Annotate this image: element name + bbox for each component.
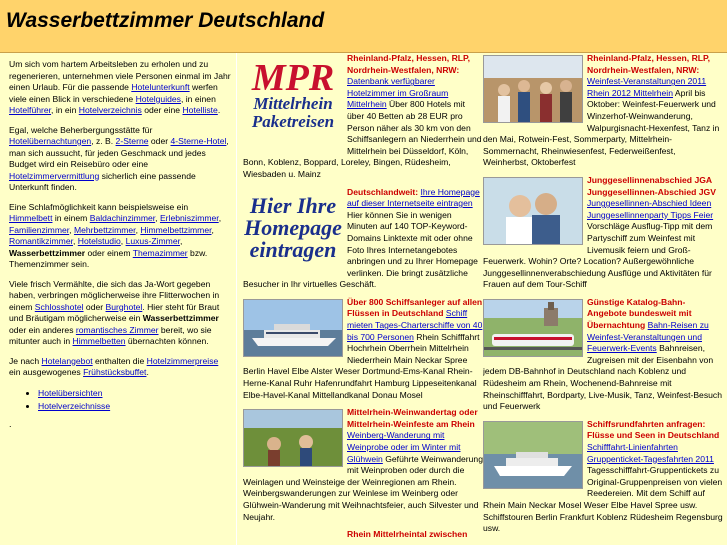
ad-block-schiffsrundfahrten: Schiffsrundfahrten anfragen: Flüsse und Seen in Deutschland Schifffahrt-Linienfahrten Gruppenticket-Tagesfahrten 2011 Tagesschifffahrt-Gruppentickets zu Original-Gruppenpreisen von vielen Reedereien. Mit dem Schiff auf Rhein Main Neckar Mosel Weser Elbe Havel Spree usw. Schiffstouren Berlin Frankfurt Koblenz Rüdesheim Regensburg usw. xyxy=(483,418,723,534)
link-baldachinzimmer[interactable]: Baldachinzimmer xyxy=(89,213,156,223)
page-title: Wasserbettzimmer Deutschland xyxy=(6,9,325,32)
wine-hiking-photo-image xyxy=(244,410,342,466)
link-burghotel[interactable]: Burghotel xyxy=(105,301,143,312)
link-homepage-eintragen[interactable]: Ihre Homepage auf dieser Internetseite eintragen xyxy=(347,186,480,209)
link-4-sterne-hotel[interactable]: 4-Sterne-Hotel xyxy=(170,136,227,146)
train-castle-photo-image xyxy=(484,300,582,356)
link-erlebniszimmer[interactable]: Erlebniszimmer xyxy=(159,213,219,223)
link-hotelliste[interactable]: Hotelliste xyxy=(182,105,218,115)
link-weinberg-wanderung[interactable]: Weinberg-Wanderung mit Weinprobe oder im Winter mit Glühwein xyxy=(347,430,461,464)
ad-block-junggesellinnen: Junggesellinnenabschied JGA Junggesellinnen-Abschied JGV Junggesellinnen-Abschied Ideen Junggesellinnenparty Tipps Feier Vorschläge Ausflug-Tipp mit dem Partyschiff zum Weinfest mit Livemusik feiern und Groß-Feuerwerk. Wohin? Orte? Location? Außergewöhnliche Junggesellinnenverabschiedung Ausflüge und Aktivitäten für Frauen auf dem Tour-Schiff xyxy=(483,174,716,290)
link-fruehstuecksbuffet[interactable]: Frühstücksbuffet xyxy=(83,367,147,377)
river-ship-photo-image xyxy=(484,422,582,488)
link-hotelverzeichnis[interactable]: Hotelverzeichnis xyxy=(78,105,142,115)
list-item xyxy=(38,387,236,400)
trailing-dot: . xyxy=(9,418,12,429)
sidebar xyxy=(0,53,236,545)
link-hotelverzeichnisse[interactable]: Hotelverzeichnisse xyxy=(38,400,111,411)
ship-photo-image xyxy=(244,300,342,356)
link-hotelfuehrer[interactable]: Hotelführer xyxy=(9,105,52,115)
ad-block-weinwanderung: Mittelrhein-Weinwandertag oder Mittelrhein-Weinfeste am Rhein Weinberg-Wanderung mit Weinprobe oder im Winter mit Glühwein Geführte Weinwanderung mit Weinproben oder durch die Weinlagen und Weinsteige der Weinregionen am Rhein. Weinbergswanderungen zur Weinlese im Weinberg oder Glühwein-Wanderung mit Weihnachtsfeier, auch Silvester und Neujahr. xyxy=(243,407,483,522)
link-hotelzimmervermittlung[interactable]: Hotelzimmervermittlung xyxy=(9,170,100,181)
sidebar-paragraph-2: Egal, welche Beherbergungsstätte für Hotelübernachtungen, z. B. 2-Sterne oder 4-Sterne-Hotel, man sich aussucht, für jeden Geschmack und jedes Budget wird ein Reisebüro oder eine Hotelzimmervermittlung sicherlich eine passende Unterkunft finden. xyxy=(9,124,229,192)
link-luxus-zimmer[interactable]: Luxus-Zimmer xyxy=(125,236,180,246)
link-junggesellinnen-ideen[interactable]: Junggesellinnen-Abschied Ideen Junggesellinnenparty Tipps Feier xyxy=(587,198,714,220)
link-hoteluebernachtungen[interactable]: Hotelübernachtungen xyxy=(9,136,92,146)
content-column-left xyxy=(243,53,483,545)
ad-block-mittelrheintal: Rhein Mittelrheintal zwischen xyxy=(347,529,468,540)
link-hotelangebot[interactable]: Hotelangebot xyxy=(41,355,93,366)
link-romantikzimmer[interactable]: Romantikzimmer xyxy=(9,236,73,246)
wine-hiking-photo[interactable] xyxy=(243,409,343,467)
hier-ihre-homepage-logo[interactable]: Hier Ihre Homepage eintragen xyxy=(244,192,342,262)
main-content xyxy=(237,53,727,545)
sidebar-paragraph-1: Um sich vom hartem Arbeitsleben zu erholen und zu regenerieren, unternehmen viele Personen einmal im Jahr einen Urlaub. Für die passende Hotelunterkunft werfen viele einen Blick in verschiedene Hotelguides, in einen Hotelführer, in ein Hotelverzeichnis oder eine Hotelliste. xyxy=(9,59,231,115)
link-himmelbetten[interactable]: Himmelbetten xyxy=(72,336,126,346)
link-themazimmer[interactable]: Themazimmer xyxy=(132,247,188,258)
link-himmelbettzimmer[interactable]: Himmelbettzimmer xyxy=(140,224,212,235)
link-datenbank-hotelzimmer[interactable]: Datenbank verfügbarer Hotelzimmer im Großraum Mittelrhein xyxy=(347,76,449,110)
link-hoteluebersichten[interactable]: Hotelübersichten xyxy=(38,387,103,398)
link-hotelguides[interactable]: Hotelguides xyxy=(135,93,181,104)
link-familienzimmer[interactable]: Familienzimmer xyxy=(9,224,70,235)
sidebar-link-list xyxy=(0,387,236,413)
party-couple-photo[interactable] xyxy=(483,177,583,245)
ship-photo[interactable] xyxy=(243,299,343,357)
sidebar-paragraph-5: Je nach Hotelangebot enthalten die Hotelzimmerpreise ein ausgewogenes Frühstücksbuffet. xyxy=(9,355,219,377)
page-header xyxy=(0,0,727,53)
wine-festival-photo-image xyxy=(484,56,582,122)
train-castle-photo[interactable] xyxy=(483,299,583,357)
link-hotelstudio[interactable]: Hotelstudio xyxy=(77,236,121,246)
wine-festival-photo[interactable] xyxy=(483,55,583,123)
link-mehrbettzimmer[interactable]: Mehrbettzimmer xyxy=(73,224,136,235)
link-2-sterne[interactable]: 2-Sterne xyxy=(115,136,149,146)
ad-block-homepage: Hier Ihre Homepage eintragen Deutschlandweit: Ihre Homepage auf dieser Internetseite eintragen Hier können Sie in wenigen Minuten auf 140 TOP-Keyword-Domains Linktexte mit oder ohne Foto Ihres Internetangebotes anbringen und zu Ihrer Homepage verlinken. Die bringt zusätzliche Besucher in Ihr virtuelles Geschäft. xyxy=(243,186,480,290)
ad-block-schiff-mieten: Über 800 Schiffsanleger auf allen Flüssen in Deutschland Schiff mieten Tages-Charterschiffe von 40 bis 700 Personen Rhein Schifffahrt Hochrhein Oberrhein Mittelrhein Niederrhein Main Neckar Spree Berlin Havel Elbe Alster Weser Dortmund-Ems-Kanal Rhein-Herne-Kanal Ruhr Hafenrundfahrt Hamburg Lippeseitenkanal Elbe-Havel-Kanal Mittellandkanal Donau Mosel xyxy=(243,296,483,400)
sidebar-paragraph-3: Eine Schlafmöglichkeit kann beispielsweise ein Himmelbett in einem Baldachinzimmer, Erlebniszimmer, Familienzimmer, Mehrbettzimmer, Himmelbettzimmer, Romantikzimmer, Hotelstudio, Luxus-Zimmer, Wasserbettzimmer oder einem Themazimmer bzw. Themenzimmer sein. xyxy=(9,201,222,269)
sidebar-paragraph-4: Viele frisch Vermählte, die sich das Ja-Wort gegeben haben, verbringen möglicherweise ihre Flitterwochen in einem Schlosshotel oder Burghotel. Hier steht für Braut und Bräutigam möglicherweise ein Wasserbettzimmer oder ein anderes romantisches Zimmer bereit, wo sie mitunter auch in Himmelbetten übernachten können. xyxy=(9,278,220,346)
link-weinfest-veranstaltungen[interactable]: Weinfest-Veranstaltungen 2011 Rhein 2012 Mittelrhein xyxy=(587,76,707,98)
river-ship-photo[interactable] xyxy=(483,421,583,489)
content-column-right xyxy=(483,53,723,545)
link-schiff-mieten[interactable]: Schiff mieten Tages-Charterschiffe von 40 bis 700 Personen xyxy=(347,308,483,342)
list-item xyxy=(38,400,236,413)
link-schifffahrt-linienfahrten[interactable]: Schifffahrt-Linienfahrten Gruppenticket-Tagesfahrten 2011 xyxy=(587,442,714,464)
ad-block-mpr: MPR Mittelrhein Paketreisen Rheinland-Pfalz, Hessen, RLP, Nordrhein-Westfalen, NRW: Datenbank verfügbarer Hotelzimmer im Großraum Mittelrhein Über 800 Hotels mit über 40 Betten ab 28 EUR pro Person näher als 30 km von den Schiffsanlegern an Niederrhein und Mittelrhein bei Düsseldorf, Köln, Bonn, Koblenz, Boppard, Loreley, Bingen, Rüdesheim, Wiesbaden u. Mainz xyxy=(243,53,482,179)
mpr-logo[interactable]: MPR Mittelrhein Paketreisen xyxy=(251,57,335,131)
ad-block-weinfest: Rheinland-Pfalz, Hessen, RLP, Nordrhein-Westfalen, NRW: Weinfest-Veranstaltungen 2011 Rhein 2012 Mittelrhein April bis Oktober: Weinfest-Feuerwerk und Winzerhof-Weinwanderung, Walpurgisnacht-Hexenfest, Tanz in den Mai, Rotwein-Fest, Sommerparty, Mittelrhein-Sommernacht, Rheinwiesenfest, Federweißenfest, Weinherbst, Oktoberfest xyxy=(483,53,720,168)
link-himmelbett[interactable]: Himmelbett xyxy=(9,213,53,223)
link-bahn-reisen[interactable]: Bahn-Reisen zu Weinfest-Veranstaltungen und Feuerwerk-Events xyxy=(587,320,709,354)
link-schlosshotel[interactable]: Schlosshotel xyxy=(34,301,84,312)
ad-block-bahnreisen: Günstige Katalog-Bahn-Angebote bundesweit mit Übernachtung Bahn-Reisen zu Weinfest-Veranstaltungen und Feuerwerk-Events Bahnreisen, Zugreisen mit der Eisenbahn von jedem DB-Bahnhof in Deutschland nach Koblenz und Rüdesheim am Rhein, Wochenend-Bahnreise mit Rheinschifffahrt, Bordparty, Live-Musik, Tanz, Weinfest-Besuch und Feuerwerk xyxy=(483,296,722,412)
link-romantische-zimmer[interactable]: romantisches Zimmer xyxy=(75,324,159,335)
link-hotelzimmerpreise[interactable]: Hotelzimmerpreise xyxy=(146,355,219,366)
party-couple-photo-image xyxy=(484,178,582,244)
link-hotelunterkunft[interactable]: Hotelunterkunft xyxy=(131,82,190,92)
